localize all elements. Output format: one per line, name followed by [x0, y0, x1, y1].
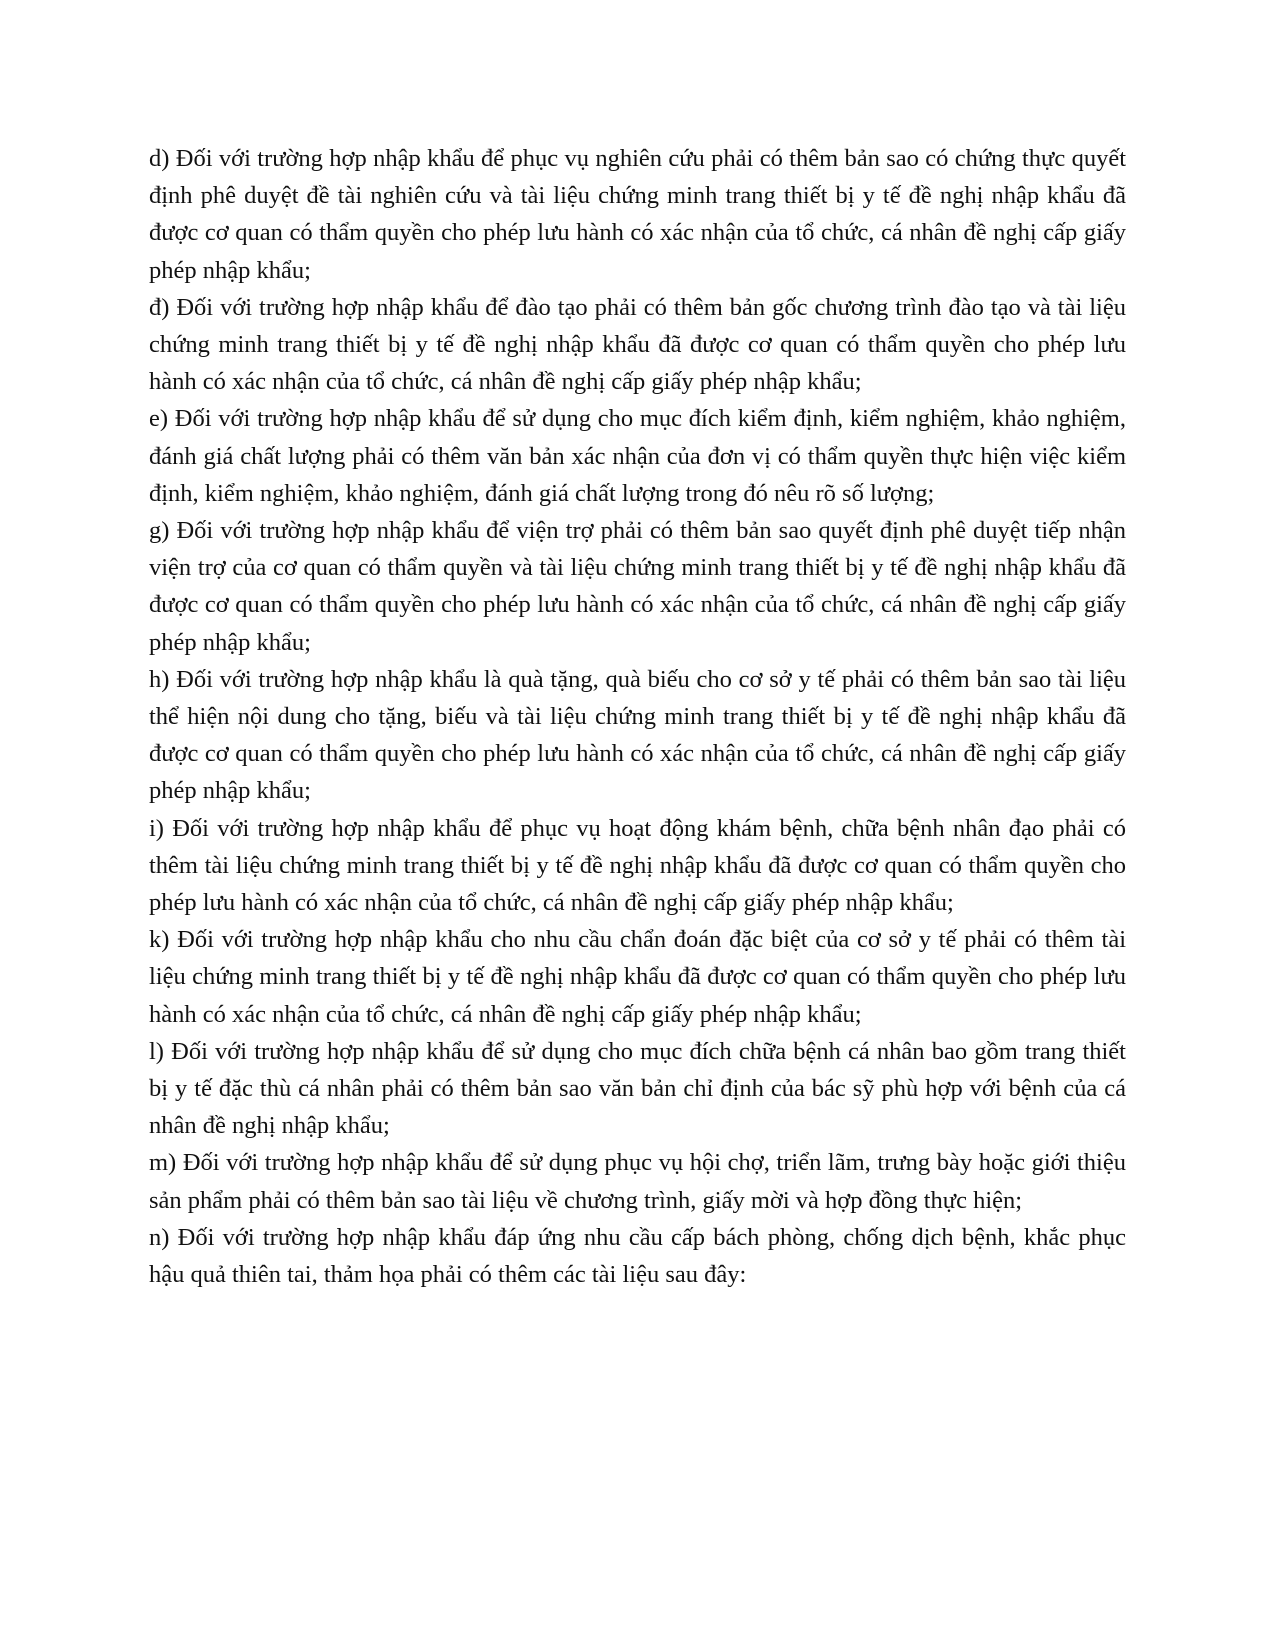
- paragraph-m: m) Đối với trường hợp nhập khẩu để sử dụng phục vụ hội chợ, triển lãm, trưng bày hoặc giới thiệu sản phẩm phải có thêm bản sao tài liệu về chương trình, giấy mời và hợp đồng thực hiện;: [149, 1149, 1126, 1214]
- document-page: [149, 140, 1126, 1293]
- paragraph-n: n) Đối với trường hợp nhập khẩu đáp ứng nhu cầu cấp bách phòng, chống dịch bệnh, khắc phục hậu quả thiên tai, thảm họa phải có thêm các tài liệu sau đây:: [149, 1223, 1126, 1289]
- paragraph-i: i) Đối với trường hợp nhập khẩu để phục vụ hoạt động khám bệnh, chữa bệnh nhân đạo phải có thêm tài liệu chứng minh trang thiết bị y tế đề nghị nhập khẩu đã được cơ quan có thẩm quyền cho phép lưu hành có xác nhận của tổ chức, cá nhân đề nghị cấp giấy phép nhập khẩu;: [149, 814, 1126, 917]
- paragraph-d: d) Đối với trường hợp nhập khẩu để phục vụ nghiên cứu phải có thêm bản sao có chứng thực quyết định phê duyệt đề tài nghiên cứu và tài liệu chứng minh trang thiết bị y tế đề nghị nhập khẩu đã được cơ quan có thẩm quyền cho phép lưu hành có xác nhận của tổ chức, cá nhân đề nghị cấp giấy phép nhập khẩu;: [149, 145, 1126, 284]
- paragraph-k: k) Đối với trường hợp nhập khẩu cho nhu cầu chẩn đoán đặc biệt của cơ sở y tế phải có thêm tài liệu chứng minh trang thiết bị y tế đề nghị nhập khẩu đã được cơ quan có thẩm quyền cho phép lưu hành có xác nhận của tổ chức, cá nhân đề nghị cấp giấy phép nhập khẩu;: [149, 926, 1126, 1028]
- paragraph-dd: đ) Đối với trường hợp nhập khẩu để đào tạo phải có thêm bản gốc chương trình đào tạo và tài liệu chứng minh trang thiết bị y tế đề nghị nhập khẩu đã được cơ quan có thẩm quyền cho phép lưu hành có xác nhận của tổ chức, cá nhân đề nghị cấp giấy phép nhập khẩu;: [149, 293, 1126, 396]
- paragraph-e: e) Đối với trường hợp nhập khẩu để sử dụng cho mục đích kiểm định, kiểm nghiệm, khảo nghiệm, đánh giá chất lượng phải có thêm văn bản xác nhận của đơn vị có thẩm quyền thực hiện việc kiểm định, kiểm nghiệm, khảo nghiệm, đánh giá chất lượng trong đó nêu rõ số lượng;: [149, 405, 1126, 507]
- paragraph-l: l) Đối với trường hợp nhập khẩu để sử dụng cho mục đích chữa bệnh cá nhân bao gồm trang thiết bị y tế đặc thù cá nhân phải có thêm bản sao văn bản chỉ định của bác sỹ phù hợp với bệnh của cá nhân đề nghị nhập khẩu;: [149, 1037, 1126, 1140]
- paragraph-h: h) Đối với trường hợp nhập khẩu là quà tặng, quà biếu cho cơ sở y tế phải có thêm bản sao tài liệu thể hiện nội dung cho tặng, biếu và tài liệu chứng minh trang thiết bị y tế đề nghị nhập khẩu đã được cơ quan có thẩm quyền cho phép lưu hành có xác nhận của tổ chức, cá nhân đề nghị cấp giấy phép nhập khẩu;: [149, 665, 1126, 805]
- paragraph-g: g) Đối với trường hợp nhập khẩu để viện trợ phải có thêm bản sao quyết định phê duyệt tiếp nhận viện trợ của cơ quan có thẩm quyền và tài liệu chứng minh trang thiết bị y tế đề nghị nhập khẩu đã được cơ quan có thẩm quyền cho phép lưu hành có xác nhận của tổ chức, cá nhân đề nghị cấp giấy phép nhập khẩu;: [149, 517, 1126, 656]
